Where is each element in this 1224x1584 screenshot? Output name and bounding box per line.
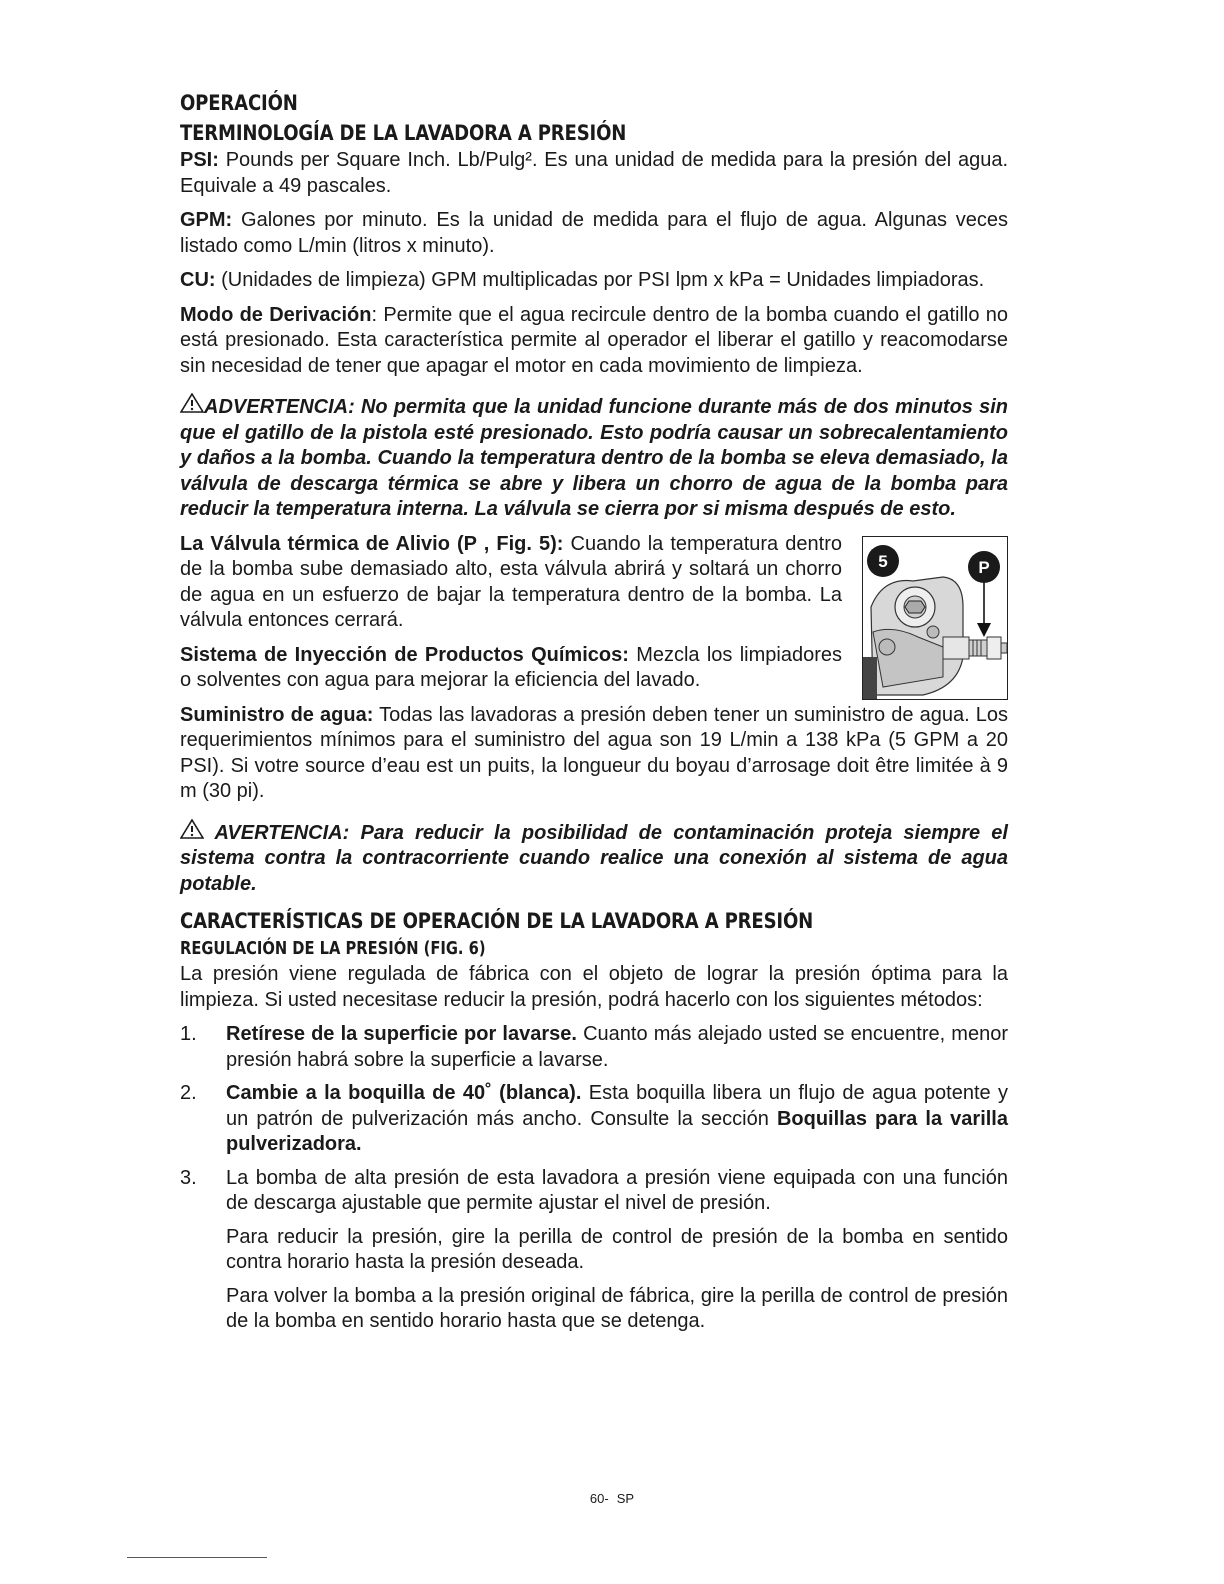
supply-term: Suministro de agua:	[180, 703, 374, 726]
gpm-text: Galones por minuto. Es la unidad de medida para el flujo de agua. Algunas veces listado como L/min (litros x minuto).	[180, 209, 1008, 257]
manual-page	[180, 88, 1008, 1343]
cu-term: CU:	[180, 269, 216, 291]
relief-text: Cuando la temperatura dentro de la bomba sube demasiado alto, esta válvula abrirá y soltará un chorro de agua en un esfuerzo de bajar la temperatura dentro de la bomba. La válvula entonces cerrará.	[180, 532, 842, 631]
step-text: Cuanto más alejado usted se encuentre, menor presión habrá sobre la superficie a lavarse.	[226, 1023, 1008, 1071]
step-subparagraph: Para reducir la presión, gire la perilla de control de presión de la bomba en sentido contra horario hasta la presión deseada.	[226, 1225, 1008, 1273]
step-bold: Cambie a la boquilla de 40˚ (blanca).	[226, 1082, 582, 1104]
bottom-rule	[127, 1557, 267, 1558]
step-text: La bomba de alta presión de esta lavadora a presión viene equipada con una función de descarga ajustable que permite ajustar el nivel de presión.	[226, 1166, 1008, 1214]
water-supply-definition	[180, 703, 1008, 805]
figure-number: 5	[878, 551, 888, 571]
warning-backflow-text: AVERTENCIA: Para reducir la posibilidad de contaminación proteja siempre el sistema contra la contracorriente cuando realice una conexión al sistema de agua potable.	[180, 821, 1008, 895]
psi-definition	[180, 148, 1008, 199]
cu-definition	[180, 268, 1008, 294]
page-number: 60-	[589, 1491, 609, 1506]
list-item	[180, 1022, 1008, 1073]
list-item	[180, 1166, 1008, 1335]
bypass-text: : Permite que el agua recircule dentro de la bomba cuando el gatillo no está presionado. Esta característica permite al operador el liberar el gatillo y reacomodarse sin necesidad de tener que apagar el motor en cada movimiento de limpieza.	[180, 303, 1008, 377]
pressure-methods-list	[180, 1022, 1008, 1335]
heading-terminology: TERMINOLOGÍA DE LA LAVADORA A PRESIÓN	[180, 121, 627, 145]
language-code: SP	[616, 1491, 635, 1506]
supply-text: Todas las lavadoras a presión deben tener un suministro de agua. Los requerimientos mínimos para el suministro del agua son 19 L/min a 138 kPa (5 GPM a 20 PSI). Si votre source d’eau est un puits, la longueur du boyau d’arrosage doit être limitée à 9 m (30 pi).	[180, 703, 1009, 802]
step-bold-reference: Boquillas para la varilla pulverizadora.	[226, 1107, 1008, 1155]
warning-overheat	[180, 393, 1008, 523]
gpm-term: GPM:	[180, 209, 233, 231]
bypass-term: Modo de Derivación	[180, 303, 372, 326]
list-number: 1.	[180, 1023, 197, 1045]
cu-text: (Unidades de limpieza) GPM multiplicadas por PSI lpm x kPa = Unidades limpiadoras.	[215, 269, 985, 291]
heading-features: CARACTERÍSTICAS DE OPERACIÓN DE LA LAVADORA A PRESIÓN	[180, 909, 814, 933]
relief-valve-definition	[180, 532, 842, 634]
warning-overheat-text: ADVERTENCIA: No permita que la unidad funcione durante más de dos minutos sin que el gatillo de la pistola esté presionado. Esto podría causar un sobrecalentamiento y daños a la bomba. Cuando la temperatura dentro de la bomba se eleva demasiado, la válvula de descarga térmica se abre y libera un chorro de agua de la bomba para reducir la temperatura interna. La válvula se cierra por si misma después de esto.	[180, 396, 1008, 520]
heading-pressure-regulation: REGULACIÓN DE LA PRESIÓN (FIG. 6)	[180, 939, 486, 959]
step-bold: Retírese de la superficie por lavarse.	[226, 1023, 577, 1045]
gpm-definition	[180, 208, 1008, 259]
warning-backflow	[180, 819, 1008, 898]
psi-term: PSI:	[180, 149, 219, 171]
regulation-intro: La presión viene regulada de fábrica con el objeto de lograr la presión óptima para la limpieza. Si usted necesitase reducir la presión, podrá hacerlo con los siguientes métodos:	[180, 963, 1008, 1011]
chemical-term: Sistema de Inyección de Productos Químicos:	[180, 643, 629, 666]
page-footer	[0, 1491, 1224, 1506]
warning-triangle-icon	[180, 393, 204, 413]
chemical-definition	[180, 643, 842, 694]
list-number: 2.	[180, 1082, 197, 1104]
relief-text-column	[180, 532, 842, 694]
relief-section	[180, 532, 1008, 694]
list-number: 3.	[180, 1166, 197, 1189]
figure-callout-p: P	[978, 557, 990, 577]
chemical-text: Mezcla los limpiadores o solventes con agua para mejorar la eficiencia del lavado.	[180, 643, 842, 691]
warning-triangle-icon	[180, 819, 204, 839]
list-item	[180, 1081, 1008, 1158]
heading-operation: OPERACIÓN	[180, 91, 298, 115]
psi-text: Pounds per Square Inch. Lb/Pulg². Es una unidad de medida para la presión del agua. Equivale a 49 pascales.	[180, 149, 1008, 197]
pump-valve-illustration	[863, 537, 1008, 700]
step-subparagraph: Para volver la bomba a la presión original de fábrica, gire la perilla de control de presión de la bomba en sentido horario hasta que se detenga.	[226, 1284, 1008, 1332]
relief-term: La Válvula térmica de Alivio (P , Fig. 5):	[180, 532, 564, 555]
step-text: Esta boquilla libera un flujo de agua potente y un patrón de pulverización más ancho. Consulte la sección	[226, 1082, 1009, 1130]
bypass-definition	[180, 303, 1008, 380]
figure-5	[862, 536, 1008, 700]
